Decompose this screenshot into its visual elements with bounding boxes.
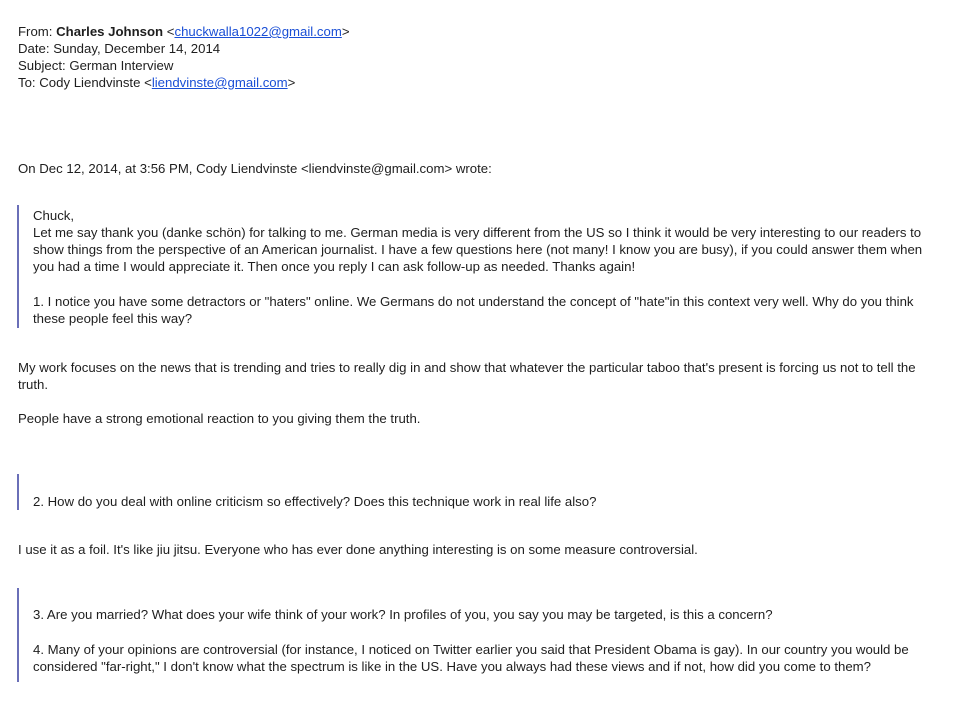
- date-line: [18, 40, 220, 57]
- quote-bar: [17, 474, 19, 510]
- from-line: [18, 23, 350, 40]
- to-email-link[interactable]: liendvinste@gmail.com: [151, 75, 288, 90]
- question-1: 1. I notice you have some detractors or "haters" online. We Germans do not understand the concept of "hate"in this context very well. Why do you think these people feel this way?: [33, 294, 914, 326]
- quote-bar: [17, 205, 19, 328]
- reply-paragraph: I use it as a foil. It's like jiu jitsu. Everyone who has ever done anything interesting is on some measure controversial.: [18, 542, 698, 557]
- to-email-open: <: [144, 75, 152, 90]
- from-name: Charles Johnson: [56, 24, 164, 39]
- from-email-close: >: [341, 24, 350, 39]
- subject-label: Subject:: [18, 58, 66, 73]
- to-name: Cody Liendvinste: [39, 75, 141, 90]
- date-label: Date:: [18, 41, 50, 56]
- question-4: 4. Many of your opinions are controversial (for instance, I noticed on Twitter earlier you said that President Obama is gay). In our country you would be considered "far-right," I don't know what the spectrum is like in the US. Have you always had these views and if not, how did you come to them?: [33, 642, 909, 674]
- reply-paragraph: People have a strong emotional reaction to you giving them the truth.: [18, 411, 421, 426]
- to-email-close: >: [287, 75, 296, 90]
- from-label: From:: [18, 24, 53, 39]
- quote-greeting: Chuck,: [33, 208, 75, 223]
- date-value: Sunday, December 14, 2014: [53, 41, 221, 56]
- question-3: 3. Are you married? What does your wife think of your work? In profiles of you, you say you may be targeted, is this a concern?: [33, 607, 773, 622]
- subject-line: [18, 57, 173, 74]
- quote-intro: Let me say thank you (danke schön) for talking to me. German media is very different from the US so I think it would be very interesting to our readers to show things from the perspective of an American journalist. I have a few questions here (not many! I know you are busy), if you could answer them when you had a time I would appreciate it. Then once you reply I can ask follow-up as needed. Thanks again!: [33, 225, 923, 274]
- to-line: [18, 74, 295, 91]
- quote-attribution: On Dec 12, 2014, at 3:56 PM, Cody Liendvinste <liendvinste@gmail.com> wrote:: [18, 161, 492, 176]
- quote-bar: [17, 588, 19, 682]
- to-label: To:: [18, 75, 36, 90]
- reply-paragraph: My work focuses on the news that is trending and tries to really dig in and show that whatever the particular taboo that's present is forcing us not to tell the truth.: [18, 360, 916, 392]
- from-email-open: <: [166, 24, 175, 39]
- subject-value: German Interview: [69, 58, 174, 73]
- question-2: 2. How do you deal with online criticism so effectively? Does this technique work in real life also?: [33, 494, 597, 509]
- from-email-link[interactable]: chuckwalla1022@gmail.com: [174, 24, 342, 39]
